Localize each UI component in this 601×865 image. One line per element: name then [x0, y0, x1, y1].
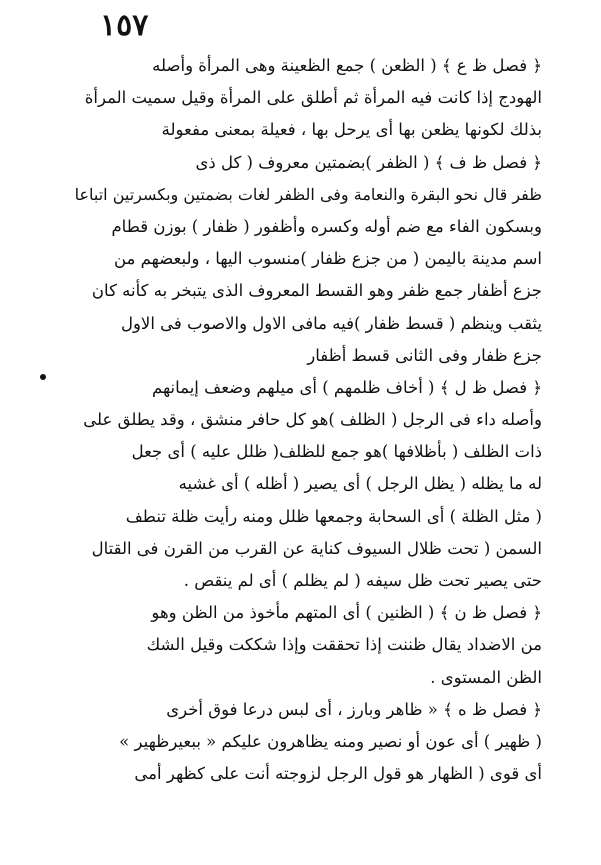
text-line-21: ﴿ فصل ظ ه ﴾ « ظاهر وبارز ، أى لبس درعا فوق أخرى: [166, 699, 542, 719]
text-line-4: ﴿ فصل ظ ف ﴾ ( الظفر )بضمتين معروف ( كل ذى: [195, 152, 542, 172]
text-line-12: وأصله داء فى الرجل ( الظلف )هو كل حافر منشق ، وقد يطلق على: [83, 410, 542, 430]
text-line-6: وبسكون الفاء مع ضم أوله وكسره وأظفور ( ظفار ) بوزن قطام: [111, 216, 542, 236]
text-line-10: جزع ظفار وفى الثانى قسط أظفار: [307, 345, 542, 365]
text-line-18: ﴿ فصل ظ ن ﴾ ( الظنين ) أى المتهم مأخوذ من الظن وهو: [151, 603, 542, 623]
text-line-7: اسم مدينة باليمن ( من جزع ظفار )منسوب اليها ، ولبعضهم من: [114, 249, 542, 269]
text-line-2: الهودج إذا كانت فيه المرأة ثم أطلق على المرأة وقيل سميت المرأة: [84, 88, 542, 108]
text-line-15: ( مثل الظلة ) أى السحابة وجمعها ظلل ومنه رأيت ظلة تنطف: [125, 506, 542, 526]
text-line-13: ذات الظلف ( بأظلافها )هو جمع للظلف( ظلل عليه ) أى جعل: [131, 442, 542, 462]
text-line-9: يثقب وينظم ( قسط ظفار )فيه مافى الاول والاصوب فى الاول: [120, 313, 542, 333]
text-line-5: ظفر قال نحو البقرة والنعامة وفى الظفر لغات بضمتين وبكسرتين اتباعا: [74, 184, 542, 204]
text-line-23: أى قوى ( الظهار هو قول الرجل لزوجته أنت على كظهر أمى: [134, 764, 542, 784]
dictionary-text-body: [68, 50, 542, 790]
text-line-16: السمن ( تحت ظلال السيوف كناية عن القرب من القرن فى القتال: [91, 538, 542, 558]
text-line-19: من الاضداد يقال ظننت إذا تحققت وإذا شككت وقيل الشك: [146, 635, 542, 655]
margin-dot-mark: [40, 374, 46, 380]
text-line-22: ( ظهير ) أى عون أو نصير ومنه يظاهرون عليكم « ببعيرظهير »: [119, 731, 542, 751]
text-line-1: ﴿ فصل ظ ع ﴾ ( الظعن ) جمع الظعينة وهى المرأة وأصله: [152, 56, 542, 75]
page-number: ١٥٧: [100, 8, 149, 43]
text-line-14: له ما يظله ( يظل الرجل ) أى يصير ( أظله ) أى غشيه: [178, 474, 542, 494]
text-line-11: ﴿ فصل ظ ل ﴾ ( أخاف ظلمهم ) أى ميلهم وضعف إيمانهم: [151, 377, 542, 397]
text-line-3: بذلك لكونها يظعن بها أى يرحل بها ، فعيلة بمعنى مفعولة: [161, 120, 542, 140]
text-line-20: الظن المستوى .: [430, 667, 542, 687]
text-line-8: جزع أظفار جمع ظفر وهو القسط المعروف الذى يتبخر به كأنه كان: [91, 281, 542, 301]
text-line-17: حتى يصير تحت ظل سيفه ( لم يظلم ) أى لم ينقص .: [183, 571, 542, 590]
